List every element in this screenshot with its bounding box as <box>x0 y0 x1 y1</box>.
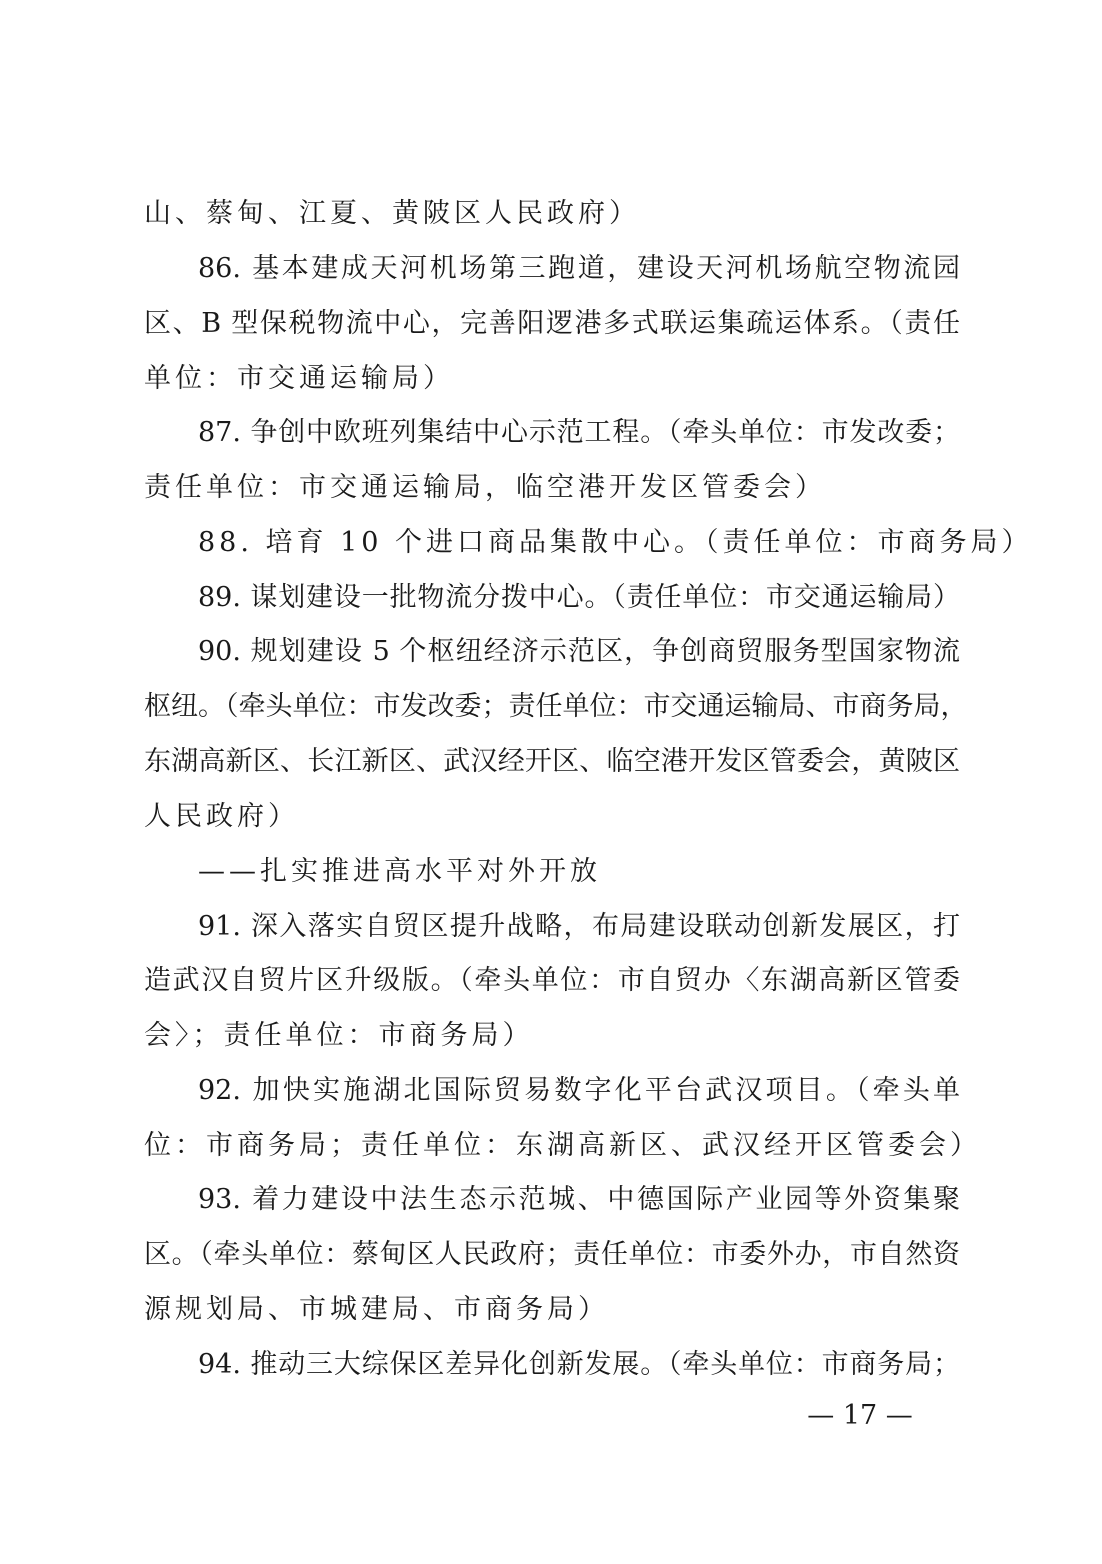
text-line: 87. 争创中欧班列集结中心示范工程。（牵头单位：市发改委； <box>198 417 960 448</box>
section-heading: ——扎实推进高水平对外开放 <box>198 856 601 887</box>
text-line: 源规划局、市城建局、市商务局） <box>144 1294 609 1325</box>
text-line: 区。（牵头单位：蔡甸区人民政府；责任单位：市委外办，市自然资 <box>144 1239 960 1270</box>
text-line: 枢纽。（牵头单位：市发改委；责任单位：市交通运输局、市商务局， <box>144 691 968 722</box>
text-line: 人民政府） <box>144 801 299 832</box>
text-line: 造武汉自贸片区升级版。（牵头单位：市自贸办〈东湖高新区管委 <box>144 965 960 996</box>
text-line: 区、B 型保税物流中心，完善阳逻港多式联运集疏运体系。（责任 <box>144 308 960 339</box>
text-line: 责任单位：市交通运输局，临空港开发区管委会） <box>144 472 826 503</box>
text-line: 90. 规划建设 5 个枢纽经济示范区，争创商贸服务型国家物流 <box>198 636 960 667</box>
page-number: — 17 — <box>807 1400 913 1431</box>
text-line: 位：市商务局；责任单位：东湖高新区、武汉经开区管委会） <box>144 1130 981 1161</box>
text-line: 89. 谋划建设一批物流分拨中心。（责任单位：市交通运输局） <box>198 582 960 613</box>
text-line: 91. 深入落实自贸区提升战略，布局建设联动创新发展区，打 <box>198 911 960 942</box>
text-line: 92. 加快实施湖北国际贸易数字化平台武汉项目。（牵头单 <box>198 1075 960 1106</box>
text-line: 94. 推动三大综保区差异化创新发展。（牵头单位：市商务局； <box>198 1349 960 1380</box>
text-line: 86. 基本建成天河机场第三跑道，建设天河机场航空物流园 <box>198 253 960 284</box>
text-line: 山、蔡甸、江夏、黄陂区人民政府） <box>144 198 640 229</box>
text-line: 93. 着力建设中法生态示范城、中德国际产业园等外资集聚 <box>198 1184 960 1215</box>
text-line: 东湖高新区、长江新区、武汉经开区、临空港开发区管委会，黄陂区 <box>144 746 960 777</box>
text-line: 会〉；责任单位：市商务局） <box>144 1020 534 1051</box>
text-line: 88. 培育 10 个进口商品集散中心。（责任单位：市商务局） <box>198 527 1033 558</box>
text-line: 单位：市交通运输局） <box>144 363 454 394</box>
